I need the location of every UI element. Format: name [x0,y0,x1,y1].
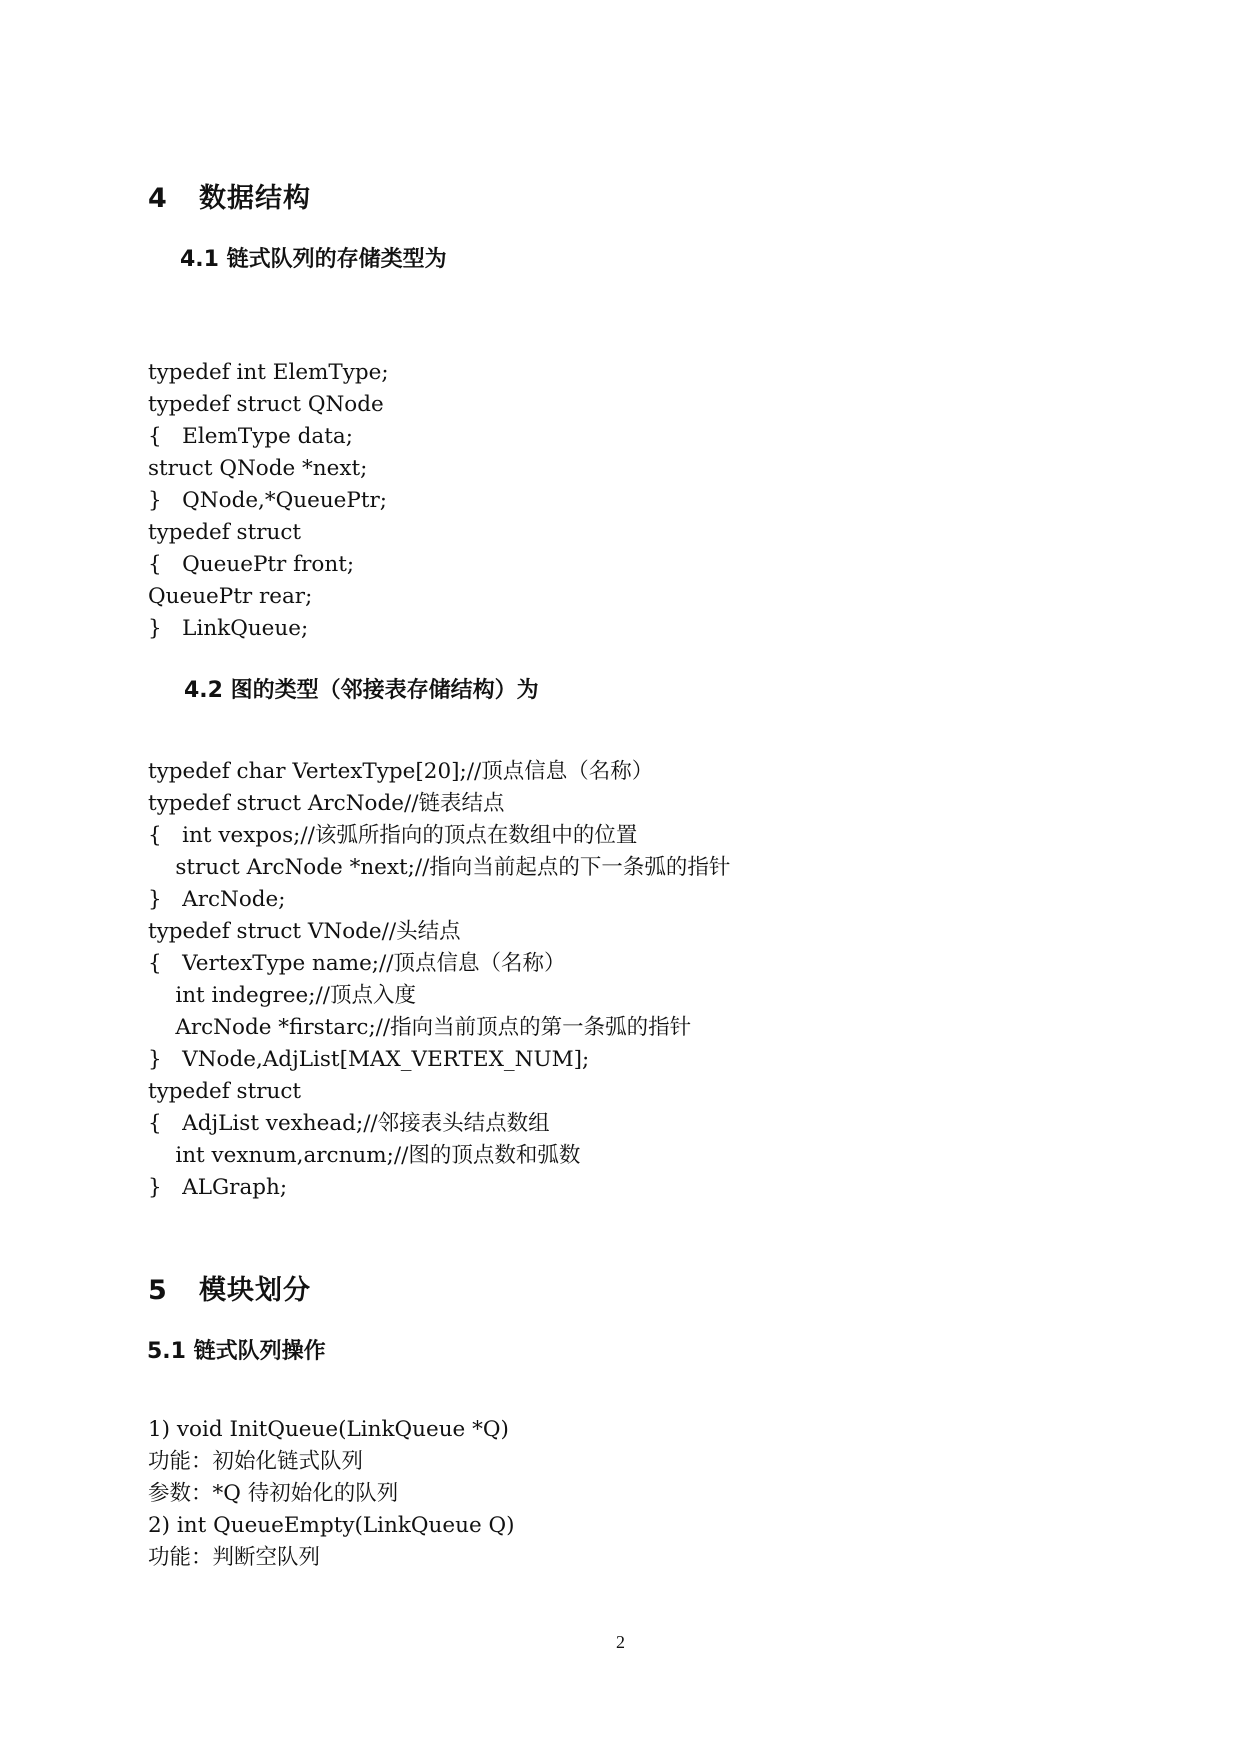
code-line: typedef struct [148,520,302,545]
code-line: } QNode,*QueuePtr; [148,488,388,513]
code-line: int vexnum,arcnum;//图的顶点数和弧数 [148,1143,581,1168]
list-item: 功能：初始化链式队列 [148,1449,364,1474]
list-item: 参数：*Q 待初始化的队列 [148,1481,399,1506]
section-5-heading: 5 模块划分 [148,1275,311,1306]
section-4-1-heading: 4.1 链式队列的存储类型为 [180,247,447,272]
code-line: typedef struct VNode//头结点 [148,919,461,944]
code-line: typedef struct QNode [148,392,384,417]
code-line: typedef struct [148,1079,302,1104]
code-line: QueuePtr rear; [148,584,313,609]
section-5-1-heading: 5.1 链式队列操作 [147,1339,326,1364]
code-line: { QueuePtr front; [148,552,355,577]
code-line: } ArcNode; [148,887,286,912]
list-item: 1) void InitQueue(LinkQueue *Q) [148,1417,509,1442]
code-line: struct ArcNode *next;//指向当前起点的下一条弧的指针 [148,855,731,880]
list-item: 功能：判断空队列 [148,1545,321,1570]
code-line: } ALGraph; [148,1175,288,1200]
code-line: } LinkQueue; [148,616,309,641]
section-4-2-heading: 4.2 图的类型（邻接表存储结构）为 [184,678,539,703]
code-line: typedef struct ArcNode//链表结点 [148,791,505,816]
code-line: int indegree;//顶点入度 [148,983,416,1008]
code-line: } VNode,AdjList[MAX_VERTEX_NUM]; [148,1047,590,1072]
section-4-heading: 4 数据结构 [148,183,311,214]
page-number: 2 [616,1632,625,1652]
code-line: struct QNode *next; [148,456,368,481]
code-line: { ElemType data; [148,424,353,449]
code-line: { AdjList vexhead;//邻接表头结点数组 [148,1111,550,1136]
code-line: { VertexType name;//顶点信息（名称） [148,951,566,976]
code-line: typedef int ElemType; [148,360,389,385]
code-line: typedef char VertexType[20];//顶点信息（名称） [148,759,654,784]
code-line: ArcNode *firstarc;//指向当前顶点的第一条弧的指针 [148,1015,692,1040]
code-line: { int vexpos;//该弧所指向的顶点在数组中的位置 [148,823,638,848]
list-item: 2) int QueueEmpty(LinkQueue Q) [148,1513,515,1538]
